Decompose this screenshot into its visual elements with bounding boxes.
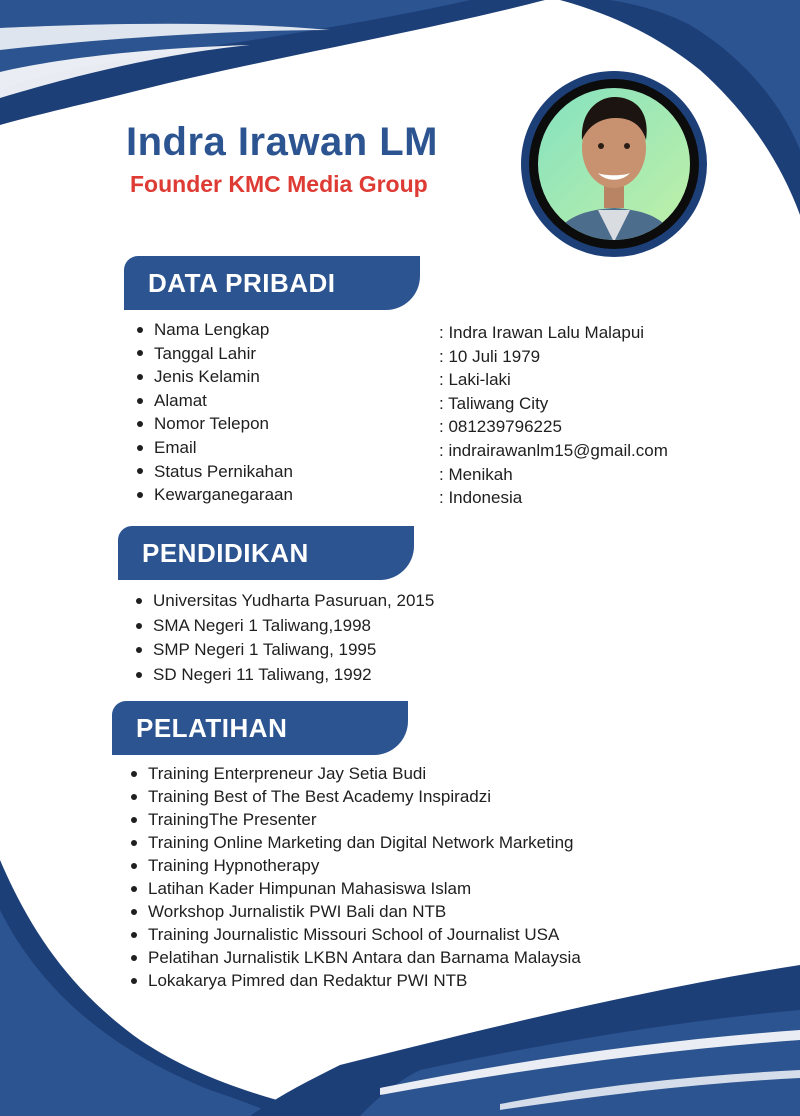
value-marital-status: : Menikah	[439, 464, 513, 484]
training-item: Latihan Kader Himpunan Mahasiswa Islam	[129, 877, 581, 900]
value-gender: : Laki-laki	[439, 370, 511, 390]
training-item: Lokakarya Pimred dan Redaktur PWI NTB	[129, 969, 581, 992]
training-list	[129, 762, 581, 992]
label-birth-date: Tanggal Lahir	[135, 342, 293, 366]
training-item: Training Hypnotherapy	[129, 854, 581, 877]
section-header-personal: DATA PRIBADI	[124, 256, 420, 310]
value-nationality: : Indonesia	[439, 488, 523, 508]
training-item: Training Journalistic Missouri School of Journalist USA	[129, 923, 581, 946]
value-email: : indrairawanlm15@gmail.com	[439, 440, 668, 460]
education-item: SD Negeri 11 Taliwang, 1992	[134, 663, 434, 688]
label-nationality: Kewarganegaraan	[135, 483, 293, 507]
label-address: Alamat	[135, 389, 293, 413]
value-address: : Taliwang City	[439, 393, 549, 413]
training-item: Workshop Jurnalistik PWI Bali dan NTB	[129, 900, 581, 923]
education-list	[134, 589, 434, 687]
value-birth-date: : 10 Juli 1979	[439, 346, 541, 366]
label-email: Email	[135, 436, 293, 460]
personal-values	[439, 321, 668, 510]
profile-photo	[520, 70, 708, 258]
personal-labels	[135, 318, 293, 507]
education-item: SMP Negeri 1 Taliwang, 1995	[134, 638, 434, 663]
training-item: TrainingThe Presenter	[129, 808, 581, 831]
person-name: Indra Irawan LM	[126, 120, 438, 164]
section-header-education: PENDIDIKAN	[118, 526, 414, 580]
label-phone: Nomor Telepon	[135, 412, 293, 436]
label-marital-status: Status Pernikahan	[135, 460, 293, 484]
label-full-name: Nama Lengkap	[135, 318, 293, 342]
section-header-training: PELATIHAN	[112, 701, 408, 755]
person-title: Founder KMC Media Group	[130, 171, 428, 197]
label-gender: Jenis Kelamin	[135, 365, 293, 389]
training-item: Training Best of The Best Academy Inspiradzi	[129, 785, 581, 808]
education-item: SMA Negeri 1 Taliwang,1998	[134, 614, 434, 639]
training-item: Pelatihan Jurnalistik LKBN Antara dan Barnama Malaysia	[129, 946, 581, 969]
training-item: Training Online Marketing dan Digital Network Marketing	[129, 831, 581, 854]
education-item: Universitas Yudharta Pasuruan, 2015	[134, 589, 434, 614]
training-item: Training Enterpreneur Jay Setia Budi	[129, 762, 581, 785]
value-full-name: : Indra Irawan Lalu Malapui	[439, 323, 645, 342]
value-phone: : 081239796225	[439, 417, 562, 437]
